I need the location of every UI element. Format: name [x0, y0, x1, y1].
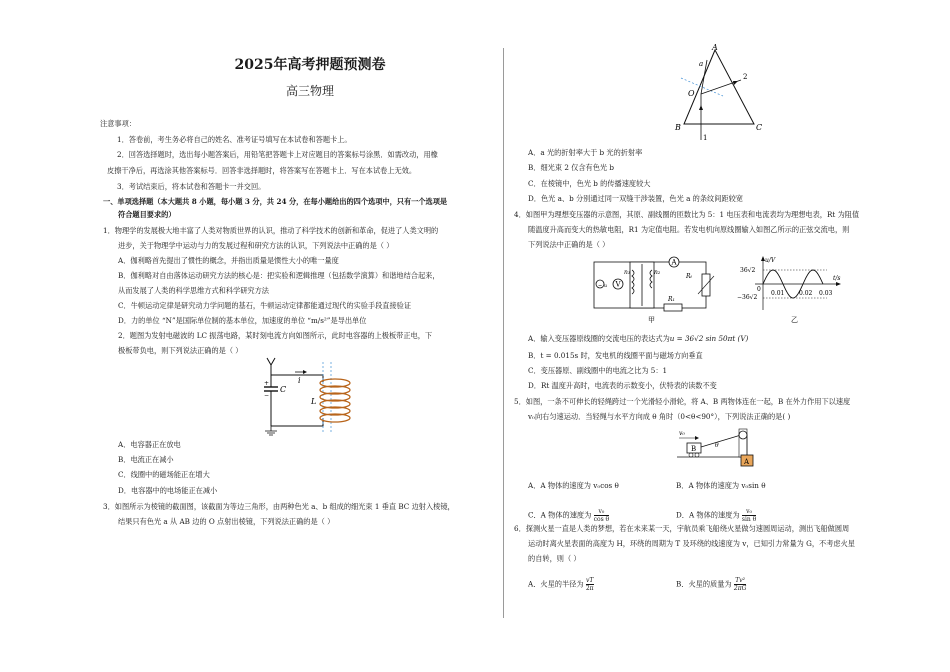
q1-stem-cont: 进步，关于物理学中运动与力的发展过程和研究方法的认识，下列说法中正确的是（ ） — [118, 241, 394, 250]
n1-label: n₁ — [624, 269, 631, 276]
q3-option-c: C．在棱镜中，色光 b 的传播速度较大 — [528, 179, 651, 188]
r1-label: R₁ — [668, 296, 675, 303]
q3-option-b: B．细光束 2 仅含有色光 b — [528, 163, 614, 172]
vertex-b: B — [675, 123, 681, 132]
ac-voltage-graph — [735, 254, 850, 326]
q2-option-d: D．电容器中的电场能正在减小 — [118, 486, 218, 495]
tick-0-03: 0.03 — [819, 290, 833, 297]
block-b-label: B — [691, 445, 697, 453]
figure-yi-label: 乙 — [791, 316, 798, 324]
q4-stem-cont-2: 下列说法中正确的是（ ） — [528, 240, 610, 249]
q1-option-b-cont: 从而发展了人类的科学思维方式和科学研究方法 — [118, 286, 269, 295]
q6-option-a: A．火星的半径为 $\frac{vT}{2\pi}$ — [528, 577, 594, 592]
page-subtitle: 高三物理 — [285, 84, 334, 98]
y-neg-label: −36√2 — [737, 294, 758, 301]
q6-option-b: B．火星的质量为 $\frac{\text{Tv²}}{2\pi G}$ — [676, 577, 747, 592]
pulley-icon — [739, 431, 747, 439]
q5-option-a: A．A 物体的速度为 v₀cos θ — [528, 481, 619, 490]
section-heading-cont: 符合题目要求的） — [118, 210, 176, 219]
v0-label: v₀ — [679, 430, 685, 437]
voltmeter-label: V — [615, 280, 621, 289]
notice-item-2-cont: 皮擦干净后，再选涂其他答案标号．回答非选择题时，将答案写在答题卡上．写在本试卷上无效。 — [107, 166, 417, 175]
q5-c-numerator: v₀ — [594, 508, 610, 516]
q5-option-d: D．A 物体的速度为 $\frac{\text{v₀}}{\text{sin θ}}$ — [676, 508, 757, 523]
theta-label: θ — [715, 442, 719, 449]
current-label: i — [298, 376, 301, 385]
y-pos-label: 36√2 — [740, 267, 756, 274]
q6-a-denominator: 2π — [585, 585, 594, 592]
page-title: 2025年高考押题预测卷 — [234, 57, 386, 73]
vertex-a: A — [712, 44, 718, 52]
q4-option-a-equation: u = 36√2 sin 50πt (V) — [669, 334, 749, 343]
notice-item-3: 3．考试结束后，将本试卷和答题卡一并交回。 — [117, 182, 266, 191]
n2-label: n₂ — [654, 269, 661, 276]
q1-option-a: A．伽利略首先提出了惯性的概念，并指出质量是惯性大小的唯一量度 — [118, 256, 339, 265]
q3-option-a: A．a 光的折射率大于 b 光的折射率 — [528, 148, 643, 157]
ray-a-label: a — [699, 60, 704, 68]
svg-text:+: + — [264, 380, 270, 387]
q5-option-c: C．A 物体的速度为 $\frac{\text{v₀}}{\text{cos θ}}$ — [528, 508, 610, 523]
transformer-figure — [590, 254, 720, 324]
rt-label: Rₜ — [686, 273, 692, 280]
q4-stem: 4．如图甲为理想变压器的示意图，其原、副线圈的匝数比为 5：1 电压表和电流表均为理想电表，Rt 为阻值 — [514, 210, 860, 219]
vertex-c: C — [756, 123, 763, 132]
q5-c-denominator: cos θ — [593, 516, 610, 523]
q2-option-b: B．电流正在减小 — [118, 455, 174, 464]
ammeter-label: A — [671, 258, 677, 267]
inductor-label: L — [311, 397, 317, 406]
q6-b-numerator: Tv² — [735, 577, 746, 584]
beam-1-label: 1 — [703, 134, 708, 142]
section-heading: 一、单项选择题（本大题共 8 小题，每小题 3 分，共 24 分，在每小题给出的四个选项中，只有一个选项是 — [103, 197, 448, 206]
q1-option-c: C．牛顿运动定律是研究动力学问题的基石，牛顿运动定律都能通过现代的实验手段直接验证 — [118, 301, 412, 310]
q5-d-numerator: v₀ — [742, 508, 756, 516]
q6-b-denominator: 2πG — [733, 585, 747, 592]
capacitor-label: C — [280, 385, 287, 394]
u-axis-label: u/V — [765, 257, 776, 264]
svg-text:−: − — [264, 392, 270, 399]
t-axis-label: t/s — [833, 275, 841, 282]
q1-option-d: D．力的单位 “N”是国际单位制的基本单位，加速度的单位 “m/s²”是导出单位 — [118, 316, 367, 325]
q3-option-d: D．色光 a、b 分别通过同一双缝干涉装置，色光 a 的条纹间距较宽 — [528, 194, 743, 203]
q3-stem-cont: 结果只有色光 a 从 AB 边的 O 点射出棱镜，下列说法正确的是（ ） — [118, 517, 335, 526]
q4-option-d: D．Rt 温度升高时，电流表的示数变小，伏特表的读数不变 — [528, 381, 717, 390]
q5-stem: 5．如图，一条不可伸长的轻绳跨过一个光滑轻小滑轮，将 A、B 两物体连在一起，B 在外力作用下以速度 — [514, 397, 851, 406]
source-label: ~ u — [598, 283, 607, 289]
column-divider — [503, 48, 504, 618]
tick-0-01: 0.01 — [771, 290, 785, 297]
beam-2-label: 2 — [743, 73, 748, 81]
q2-stem-cont: 极板带负电，则下列说法正确的是（ ） — [118, 346, 243, 355]
notice-heading: 注意事项： — [100, 119, 136, 128]
q5-d-denominator: sin θ — [741, 516, 757, 523]
q2-stem: 2．题图为发射电磁波的 LC 振荡电路，某时刻电流方向如图所示，此时电容器的上极板带正电，下 — [118, 331, 433, 340]
q6-stem: 6．探测火星一直是人类的梦想，若在未来某一天，宇航员乘飞船绕火星做匀速圆周运动，测出飞船做圆周 — [514, 524, 850, 533]
notice-item-1: 1．答卷前，考生务必将自己的姓名、准考证号填写在本试卷和答题卡上。 — [117, 135, 352, 144]
lc-circuit-figure — [255, 356, 370, 436]
q6-stem-cont: 运动时离火星表面的高度为 H，环绕的周期为 T 及环绕的线速度为 v，已知引力常量为 G，不考虑火星 — [528, 539, 855, 548]
q5-stem-cont: v₀向右匀速运动．当轻绳与水平方向成 θ 角时（0<θ<90°），下列说法正确的是( ) — [528, 412, 791, 421]
pulley-figure — [675, 425, 765, 475]
tick-0-02: 0.02 — [799, 290, 813, 297]
q5-option-b: B．A 物体的速度为 v₀sin θ — [676, 481, 766, 490]
block-a-label: A — [744, 458, 750, 466]
notice-item-2: 2．回答选择题时，选出每小题答案后，用铅笔把答题卡上对应题目的答案标号涂黑．如需改动，用橡 — [117, 150, 438, 159]
q6-a-numerator: vT — [585, 577, 594, 584]
q2-option-c: C．线圈中的磁场能正在增大 — [118, 470, 210, 479]
point-o: O — [688, 89, 695, 98]
origin-label: 0 — [757, 286, 761, 293]
q3-stem: 3．如图所示为棱镜的截面图，该截面为等边三角形，由两种色光 a、b 组成的细光束 1 垂直 BC 边射入棱镜， — [103, 502, 455, 511]
prism-figure — [655, 44, 775, 144]
coil-icon — [320, 379, 350, 422]
q6-stem-cont-2: 的自转，则（ ） — [528, 554, 581, 563]
q2-option-a: A．电容器正在放电 — [118, 440, 181, 449]
q1-stem: 1．物理学的发展极大地丰富了人类对物质世界的认识，推动了科学技术的创新和革命，促进了人类文明的 — [103, 226, 439, 235]
figure-jia-label: 甲 — [648, 316, 655, 324]
q4-option-a: A．输入变压器原线圈的交流电压的表达式为u = 36√2 sin 50πt (V) — [528, 334, 749, 343]
q1-option-b: B．伽利略对自由落体运动研究方法的核心是：把实验和逻辑推理（包括数学演算）和谐地结合起来， — [118, 271, 440, 280]
q4-option-c: C．变压器原、副线圈中的电流之比为 5：1 — [528, 366, 668, 375]
q4-option-b: B．t = 0.015s 时，发电机的线圈平面与磁场方向垂直 — [528, 351, 703, 360]
q4-stem-cont: 随温度升高而变大的热敏电阻，R1 为定值电阻。若发电机向原线圈输入如图乙所示的正弦交流电，则 — [528, 225, 850, 234]
